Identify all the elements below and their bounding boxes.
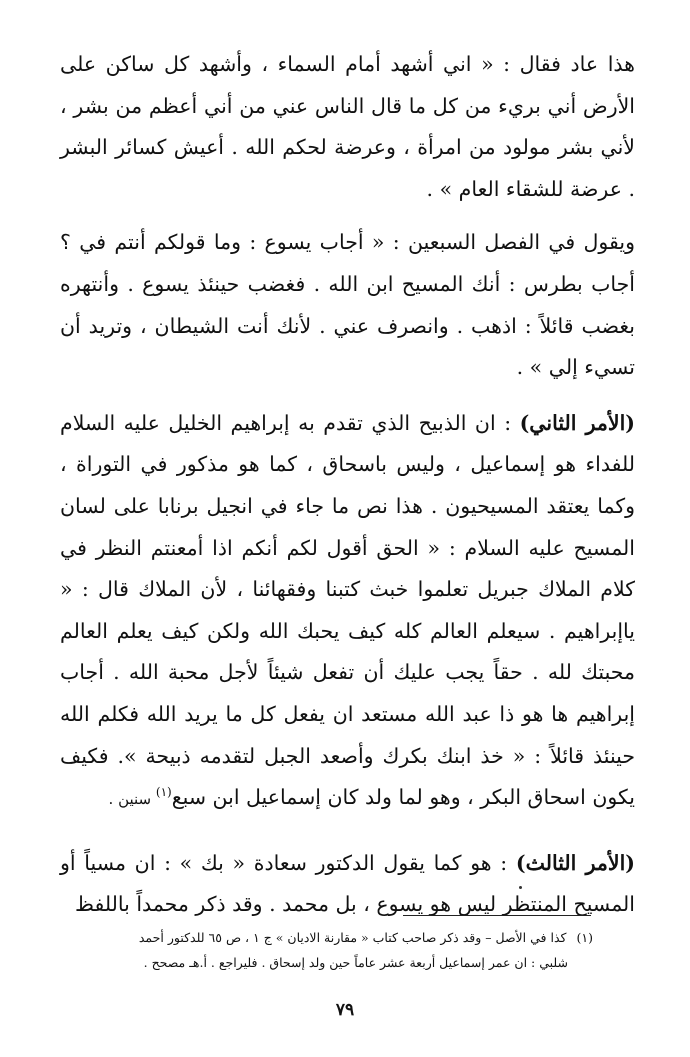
paragraph-3-text: : ان الذبيح الذي تقدم به إبراهيم الخليل عليه السلام للفداء هو إسماعيل ، وليس باسحاق ، كما هو مذكور في التوراة ، وكما يعتقد المسيحيون . هذا نص ما جاء في انجيل برنابا على لسان المسيح عليه السلام : « الحق أقول لكم أنكم اذا أمعنتم النظر في كلام الملاك جبريل تعلموا خبث كتبنا وفقهائنا ، لأن الملاك قال : « ياإبراهيم . سيعلم العالم كله كيف يحبك الله ولكن كيف يعلم العالم محبتك لله . حقاً يجب عليك أن تفعل شيئاً لأجل محبة الله . أجاب إبراهيم ها هو ذا عبد الله مستعد ان يفعل كل ما يريد الله فكلم الله حينئذ قائلاً : « خذ ابنك بكرك وأصعد الجبل لتقدمه ذبيحة ». فكيف يكون اسحاق البكر ، وهو لما ولد كان إسماعيل ابن سبع: [60, 410, 635, 810]
footnote-line-2: [70, 950, 593, 975]
second-matter-heading: (الأمر الثاني): [519, 410, 635, 435]
footnote-text-1: كذا في الأصل – وقد ذكر صاحب كتاب « مقارنة الاديان » ج ١ ، ص ٦٥ للدكتور أحمد: [138, 930, 567, 945]
footnote-text-2: شلبي : ان عمر إسماعيل أربعة عشر عاماً حين ولد إسحاق . فليراجع . أ.هـ مصحح .: [143, 955, 568, 970]
paragraph-1: [60, 44, 635, 210]
paragraph-4: [60, 843, 635, 926]
paragraph-3: [60, 403, 635, 821]
footnote-reference: (١): [155, 785, 172, 800]
paragraph-1-text: هذا عاد فقال : « اني أشهد أمام السماء ، وأشهد كل ساكن على الأرض أني بريء من كل ما قال الناس عني من أني أعظم من بشر ، لأني بشر مولود من امرأة ، وعرضة لحكم الله . أعيش كسائر البشر . عرضة للشقاء العام » .: [60, 52, 635, 201]
main-text: [60, 44, 635, 938]
paragraph-4-text: : هو كما يقول الدكتور سعادة « بك » : ان مسياً أو المسيح المنتظر ليس هو يسوع ، بل محمد . وقد ذكر محمداً باللفظ: [60, 850, 635, 917]
footnote-number: (١): [576, 930, 593, 945]
paragraph-2: [60, 222, 635, 388]
footnote-separator: [403, 915, 591, 916]
page-number: ٧٩: [335, 1000, 355, 1020]
paragraph-3-tail: سنين .: [108, 790, 156, 809]
stray-dot: [519, 886, 522, 889]
third-matter-heading: (الأمر الثالث): [515, 850, 635, 875]
footnote-line-1: [70, 925, 593, 950]
footnotes: [70, 925, 593, 975]
paragraph-2-text: ويقول في الفصل السبعين : « أجاب يسوع : وما قولكم أنتم في ؟ أجاب بطرس : أنك المسيح ابن الله . فغضب حينئذ يسوع . وأنتهره بغضب قائلاً : اذهب . وانصرف عني . لأنك أنت الشيطان ، وتريد أن تسيء إلي » .: [60, 230, 635, 380]
